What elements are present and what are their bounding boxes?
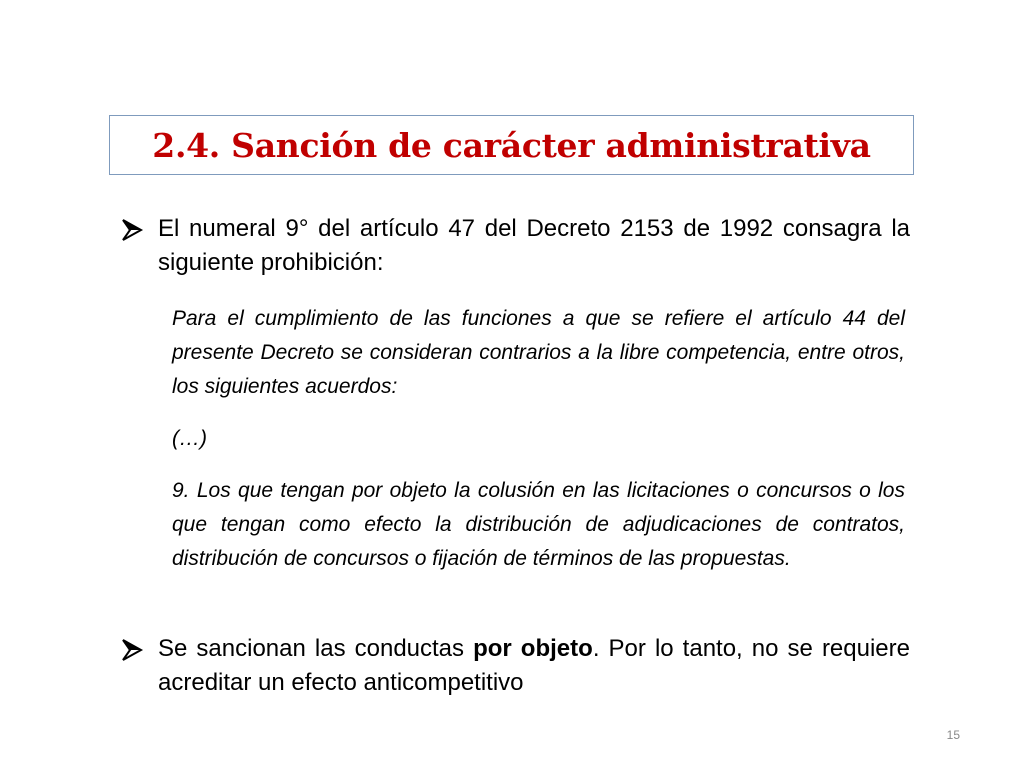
- arrow-bullet-icon: [120, 212, 158, 242]
- page-number: 15: [946, 728, 960, 742]
- bullet-text-2-after: . Por lo tanto, no se requiere acreditar un efecto anticompetitivo: [158, 635, 910, 696]
- quote-item-9: 9. Los que tengan por objeto la colusión en las licitaciones o concursos o los que tengan como efecto la distribución de adjudicaciones de contratos, distribución de concursos o fijación de términos de las propuestas.: [172, 479, 905, 570]
- bullet-text-2-before: Se sancionan las conductas: [158, 635, 474, 662]
- title-box: [109, 115, 914, 175]
- quote-ellipsis: (…): [172, 427, 207, 450]
- bullet-text-2: [158, 632, 910, 700]
- bullet-item-2: [120, 632, 910, 700]
- bullet-text-1: El numeral 9° del artículo 47 del Decreto 2153 de 1992 consagra la siguiente prohibición:: [158, 215, 910, 276]
- bullet-item-1: [120, 212, 910, 280]
- slide-title: 2.4. Sanción de carácter administrativa: [152, 125, 871, 165]
- quote-paragraph-1: Para el cumplimiento de las funciones a que se refiere el artículo 44 del presente Decreto se consideran contrarios a la libre competencia, entre otros, los siguientes acuerdos:: [172, 307, 905, 398]
- bullet-text-2-bold: por objeto: [473, 635, 593, 662]
- arrow-bullet-icon: [120, 632, 158, 662]
